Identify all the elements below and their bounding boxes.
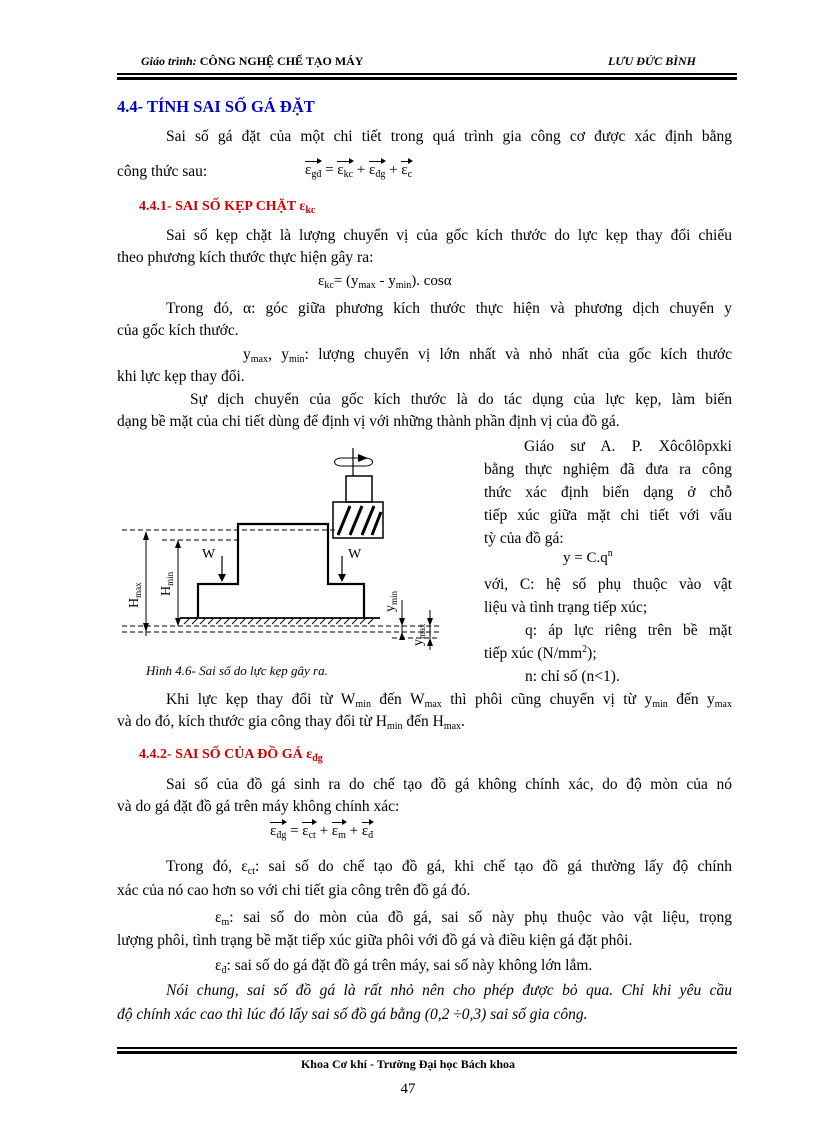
- side-line-1: Giáo sư A. P. Xôcôlôpxki: [524, 438, 732, 455]
- sub1-p2-line1: Trong đó, α: góc giữa phương kích thước thực hiện và phương dịch chuyển y: [166, 300, 732, 317]
- side-line-9: tiếp xúc $(N/mm^2)$;: [484, 643, 597, 662]
- figure-drawing: [122, 448, 440, 650]
- formula-kc: $\varepsilon_{kc}= (y_{max} - y_{min})$. cosα: [318, 273, 452, 291]
- sub2-p3-line1: $\varepsilon_m$: sai số do mòn của đồ gá, sai số này phụ thuộc vào vật liệu, trọng: [215, 909, 732, 928]
- sub1-p1-line2: theo phương kích thước thực hiện gây ra:: [117, 249, 374, 266]
- side-formula: $y = C.q^n$: [563, 548, 613, 566]
- sub2-p2-line2: xác của nó cao hơn so với chi tiết gia công trên đồ gá đó.: [117, 882, 471, 899]
- running-header-author: [608, 54, 696, 69]
- side-line-10: n: chỉ số (n<1).: [525, 668, 620, 685]
- clamping-error-figure: [110, 440, 480, 660]
- spindle: [346, 476, 372, 502]
- figure-labels: [127, 547, 427, 646]
- vec-eps-gd: $\varepsilon_{gđ}$: [305, 162, 322, 180]
- label-h-min: $H_{min}$: [159, 571, 175, 596]
- figure-caption: Hình 4.6- Sai số do lực kẹp gây ra.: [146, 663, 328, 678]
- running-header-left: [141, 54, 363, 69]
- author-name: LƯU ĐỨC BÌNH: [608, 54, 696, 68]
- page-number: 47: [400, 1081, 416, 1097]
- subsection-title-2: 4.4.2- SAI SỐ CỦA ĐỒ GÁ $\varepsilon_{đg}$: [139, 747, 323, 764]
- formula-dg: $\varepsilon_{đg} = \varepsilon_{ct} + \varepsilon_m + \varepsilon_đ$: [270, 823, 374, 841]
- side-line-8: q: áp lực riêng trên bề mặt: [525, 622, 732, 639]
- base-hatching: [184, 618, 374, 624]
- vec-eps-c: $\varepsilon_c$: [401, 162, 413, 180]
- sub1-p5-line2: và do đó, kích thước gia công thay đổi từ $H_{min}$ đến $H_{max}$.: [117, 713, 465, 732]
- sub2-p4-line1: $\varepsilon_đ$: sai số do gá đặt đồ gá trên máy, sai số này không lớn lắm.: [215, 957, 593, 976]
- sub1-p2-line2: của gốc kích thước.: [117, 322, 239, 339]
- sub1-p4-line2: dạng bề mặt của chi tiết dùng để định vị với những thành phần định vị của đồ gá.: [117, 413, 620, 430]
- label-w-right: W: [348, 547, 362, 562]
- footer-rule-thin: [117, 1047, 737, 1049]
- vec-eps-dg: $\varepsilon_{đg}$: [369, 162, 386, 180]
- formula-gd: $\varepsilon_{gđ} = \varepsilon_{kc} + \varepsilon_{đg} + \varepsilon_c$: [305, 162, 413, 180]
- label-w-left: W: [202, 547, 216, 562]
- intro-line-1: Sai số gá đặt của một chi tiết trong quá trình gia công cơ được xác định bằng: [166, 128, 732, 145]
- intro-line-2: công thức sau:: [117, 163, 208, 180]
- side-line-6: với, C: hệ số phụ thuộc vào vật: [484, 576, 732, 593]
- sub1-p4-line1: Sự dịch chuyển của gốc kích thước là do tác dụng của lực kẹp, làm biến: [190, 391, 732, 408]
- course-label: Giáo trình:: [141, 54, 197, 68]
- vec-eps-d: $\varepsilon_đ$: [361, 823, 374, 841]
- side-line-5: tỳ của đồ gá:: [484, 530, 564, 547]
- sub1-p5-line1: Khi lực kẹp thay đổi từ $W_{min}$ đến $W_{max}$ thì phôi cũng chuyển vị từ $y_{min}$ đến $y_{max}$: [166, 691, 732, 710]
- sub2-p3-line2: lượng phôi, tình trạng bề mặt tiếp xúc giữa phôi với đồ gá và điều kiện gá đặt phôi.: [117, 932, 633, 949]
- vec-eps-m: $\varepsilon_m$: [331, 823, 346, 841]
- label-y-min: $y_{min}$: [383, 590, 399, 612]
- vec-eps-kc: $\varepsilon_{kc}$: [337, 162, 354, 180]
- sub1-p3-line1: $y_{max}$, $y_{min}$: lượng chuyển vị lớn nhất và nhỏ nhất của gốc kích thước: [243, 346, 733, 365]
- side-line-7: liệu và tình trạng tiếp xúc;: [484, 599, 648, 616]
- label-y-max: $y_{max}$: [411, 623, 427, 646]
- label-h-max: $H_{max}$: [127, 582, 143, 608]
- footer-text: Khoa Cơ khí - Trường Đại học Bách khoa: [300, 1057, 516, 1071]
- sub1-p3-line2: khi lực kẹp thay đổi.: [117, 368, 245, 385]
- sub1-p1-line1: Sai số kẹp chặt là lượng chuyển vị của gốc kích thước do lực kẹp thay đổi chiếu: [166, 227, 732, 244]
- vec-eps-ct: $\varepsilon_{ct}$: [302, 823, 316, 841]
- sub2-p1-line1: Sai số của đồ gá sinh ra do chế tạo đồ gá không chính xác, do độ mòn của nó: [166, 776, 732, 793]
- side-line-4: tiếp xúc giữa mặt chi tiết với vấu: [484, 507, 732, 524]
- sub2-p5-line1: Nói chung, sai số đồ gá là rất nhỏ nên cho phép được bỏ qua. Chỉ khi yêu cầu: [166, 982, 732, 999]
- side-line-3: thức xác định biến dạng ở chỗ: [484, 484, 732, 501]
- header-rule-thick: [117, 77, 737, 80]
- vec-eps-dg2: $\varepsilon_{đg}$: [270, 823, 287, 841]
- rotation-arrowhead: [358, 454, 368, 462]
- footer-rule-thick: [117, 1051, 737, 1054]
- header-rule-thin: [117, 73, 737, 75]
- sub2-p2-line1: Trong đó, $\varepsilon_{ct}$: sai số do chế tạo đồ gá, khi chế tạo đồ gá thường lấy độ chính: [166, 858, 732, 877]
- subsection-title-1: 4.4.1- SAI SỐ KẸP CHẶT $\varepsilon_{kc}$: [139, 199, 316, 216]
- side-line-2: bằng thực nghiệm đã đưa ra công: [484, 461, 732, 478]
- section-title: 4.4- TÍNH SAI SỐ GÁ ĐẶT: [117, 97, 315, 116]
- sub2-p1-line2: và do gá đặt đồ gá trên máy không chính xác:: [117, 798, 400, 815]
- sub2-p5-line2: độ chính xác cao thì lúc đó lấy sai số đồ gá bằng (0,2 ÷0,3) sai số gia công.: [117, 1006, 588, 1023]
- course-title: CÔNG NGHỆ CHẾ TẠO MÁY: [199, 54, 364, 68]
